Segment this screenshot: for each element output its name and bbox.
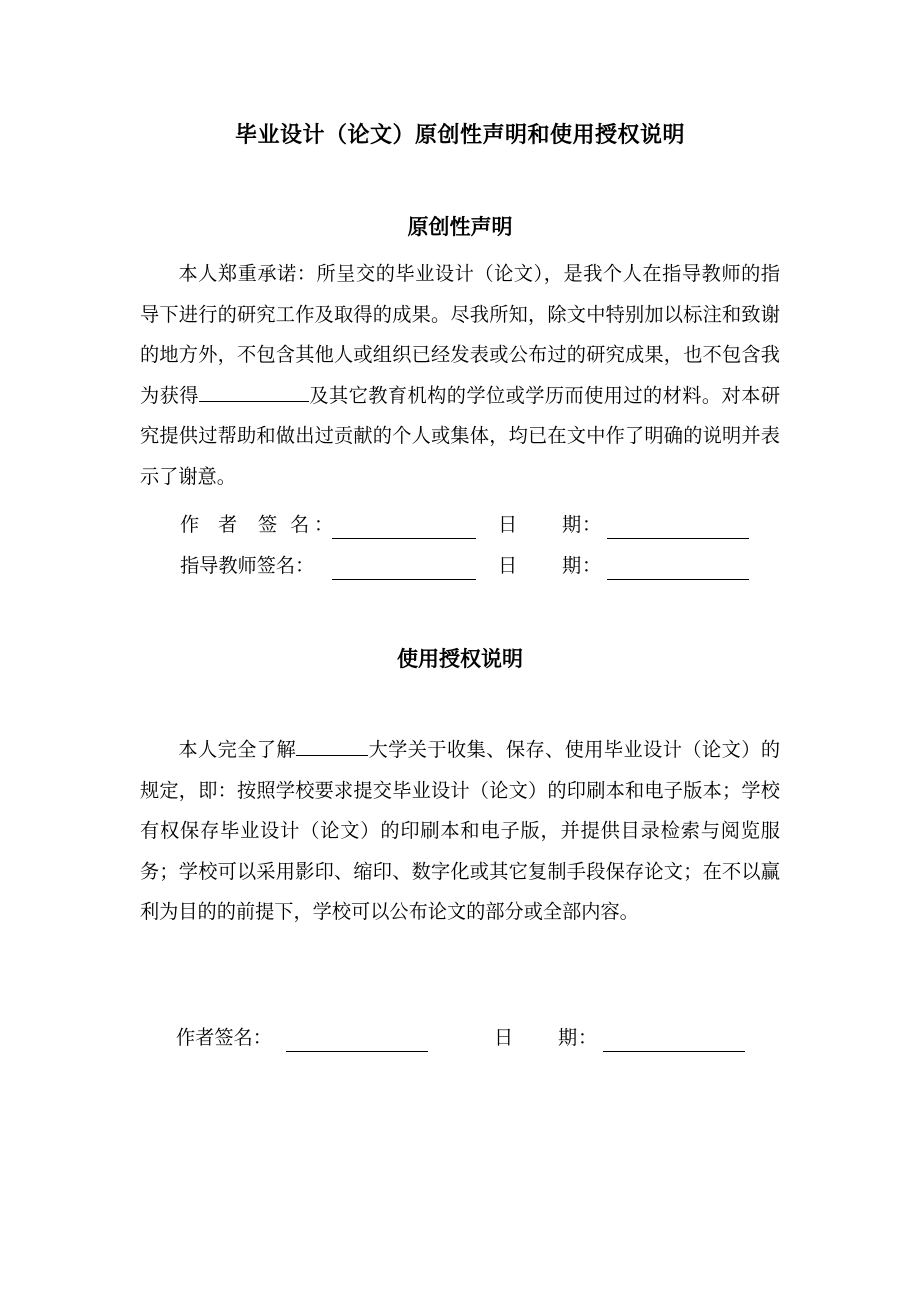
- university-blank[interactable]: [296, 735, 368, 756]
- originality-text-part2: 及其它教育机构的学位或学历而使用过的材料。对本研究提供过帮助和做出过贡献的个人或集体，均已在文中作了明确的说明并表示了谢意。: [140, 383, 781, 488]
- final-signature-row: [0, 1023, 920, 1053]
- authorization-heading: 使用授权说明: [397, 647, 523, 671]
- authorization-statement: [140, 730, 780, 933]
- document-title: 毕业设计（论文）原创性声明和使用授权说明: [234, 123, 685, 148]
- label-char: 期: [558, 1026, 578, 1049]
- advisor-signature-label: 指导教师签名：: [180, 554, 315, 577]
- degree-blank[interactable]: [199, 380, 309, 401]
- label-char: ：: [578, 1026, 598, 1049]
- final-date-field[interactable]: [603, 1029, 745, 1052]
- label-char: ：: [582, 554, 602, 577]
- label-char: 名: [290, 513, 310, 536]
- originality-heading: 原创性声明: [407, 215, 513, 239]
- advisor-signature-row: [0, 551, 920, 581]
- label-char: 作: [180, 513, 200, 536]
- label-char: 期: [562, 513, 582, 536]
- label-char: 期: [562, 554, 582, 577]
- originality-text-part1: 本人郑重承诺：所呈交的毕业设计（论文），是我个人在指导教师的指导下进行的研究工作及取得的成果。尽我所知，除文中特别加以标注和致谢的地方外，不包含其他人或组织已经发表或公布过的研究成果，也不包含我为获得: [140, 262, 780, 407]
- author-signature-row: [0, 510, 920, 540]
- authorization-text-part2: 大学关于收集、保存、使用毕业设计（论文）的规定，即：按照学校要求提交毕业设计（论文）的印刷本和电子版本；学校有权保存毕业设计（论文）的印刷本和电子版，并提供目录检索与阅览服务；学校可以采用影印、缩印、数字化或其它复制手段保存论文；在不以赢利为目的的前提下，学校可以公布论文的部分或全部内容。: [140, 738, 781, 923]
- label-char: ：: [582, 513, 602, 536]
- author-signature-field[interactable]: [332, 516, 476, 539]
- label-char: ：: [314, 513, 334, 536]
- label-char: 日: [498, 513, 518, 536]
- advisor-date-field[interactable]: [607, 557, 749, 580]
- authorization-text-part1: 本人完全了解: [178, 738, 297, 761]
- label-char: 签: [258, 513, 278, 536]
- label-char: 者: [218, 513, 238, 536]
- final-author-signature-label: 作者签名：: [176, 1026, 272, 1049]
- label-char: 日: [498, 554, 518, 577]
- author-date-field[interactable]: [607, 516, 749, 539]
- label-char: 日: [494, 1026, 514, 1049]
- advisor-signature-field[interactable]: [332, 557, 476, 580]
- final-author-signature-field[interactable]: [286, 1029, 428, 1052]
- originality-statement: [140, 254, 780, 497]
